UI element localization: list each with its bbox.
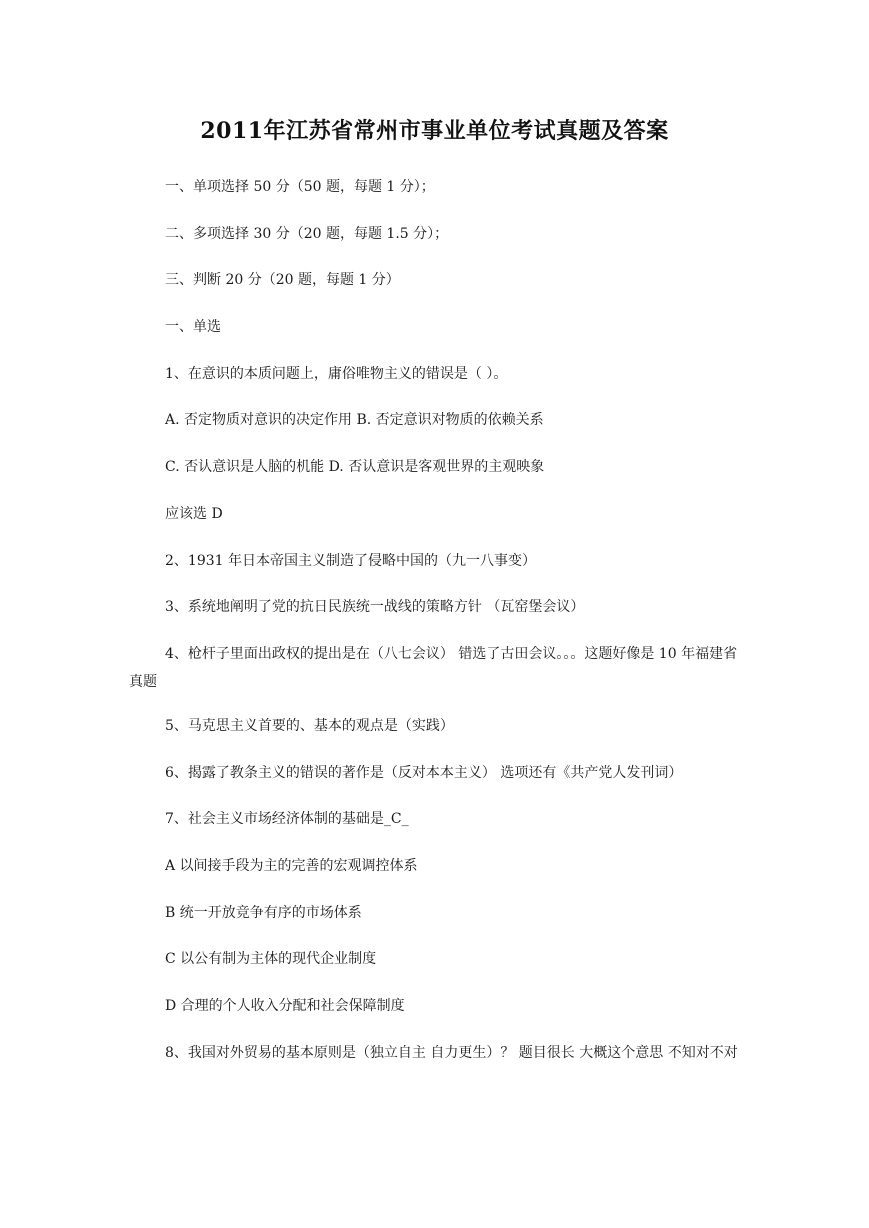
question-6: 6、揭露了教条主义的错误的著作是（反对本本主义） 选项还有《共产党人发刊词） xyxy=(165,765,683,781)
question-1-options-ab: A. 否定物质对意识的决定作用 B. 否定意识对物质的依赖关系 xyxy=(165,412,544,428)
question-2: 2、1931 年日本帝国主义制造了侵略中国的（九一八事变） xyxy=(165,553,536,569)
heading-single-choice: 一、单选 xyxy=(165,319,221,335)
section-true-false: 三、判断 20 分（20 题，每题 1 分） xyxy=(165,272,400,288)
question-7-option-a: A 以间接手段为主的完善的宏观调控体系 xyxy=(165,858,418,874)
question-1-options-cd: C. 否认意识是人脑的机能 D. 否认意识是客观世界的主观映象 xyxy=(165,459,545,475)
question-8: 8、我国对外贸易的基本原则是（独立自主 自力更生）？ 题目很长 大概这个意思 不知对不对 xyxy=(165,1045,738,1061)
document-title: 2011年江苏省常州市事业单位考试真题及答案 xyxy=(200,118,669,144)
question-7-option-b: B 统一开放竞争有序的市场体系 xyxy=(165,905,362,921)
question-7: 7、社会主义市场经济体制的基础是_C_ xyxy=(165,811,409,827)
question-4: 4、枪杆子里面出政权的提出是在（八七会议） 错选了古田会议。。。这题好像是 10 年福建省真题 xyxy=(129,646,738,690)
question-1-answer: 应该选 D xyxy=(165,506,223,522)
question-3: 3、系统地阐明了党的抗日民族统一战线的策略方针 （瓦窑堡会议） xyxy=(165,599,585,615)
question-7-option-c: C 以公有制为主体的现代企业制度 xyxy=(165,951,377,967)
question-1: 1、在意识的本质问题上，庸俗唯物主义的错误是（ ）。 xyxy=(165,366,508,382)
question-5: 5、马克思主义首要的、基本的观点是（实践） xyxy=(165,718,454,734)
section-multiple-choice: 二、多项选择 30 分（20 题，每题 1.5 分）； xyxy=(165,226,449,242)
section-single-choice: 一、单项选择 50 分（50 题，每题 1 分）； xyxy=(165,179,435,195)
question-7-option-d: D 合理的个人收入分配和社会保障制度 xyxy=(165,998,405,1014)
